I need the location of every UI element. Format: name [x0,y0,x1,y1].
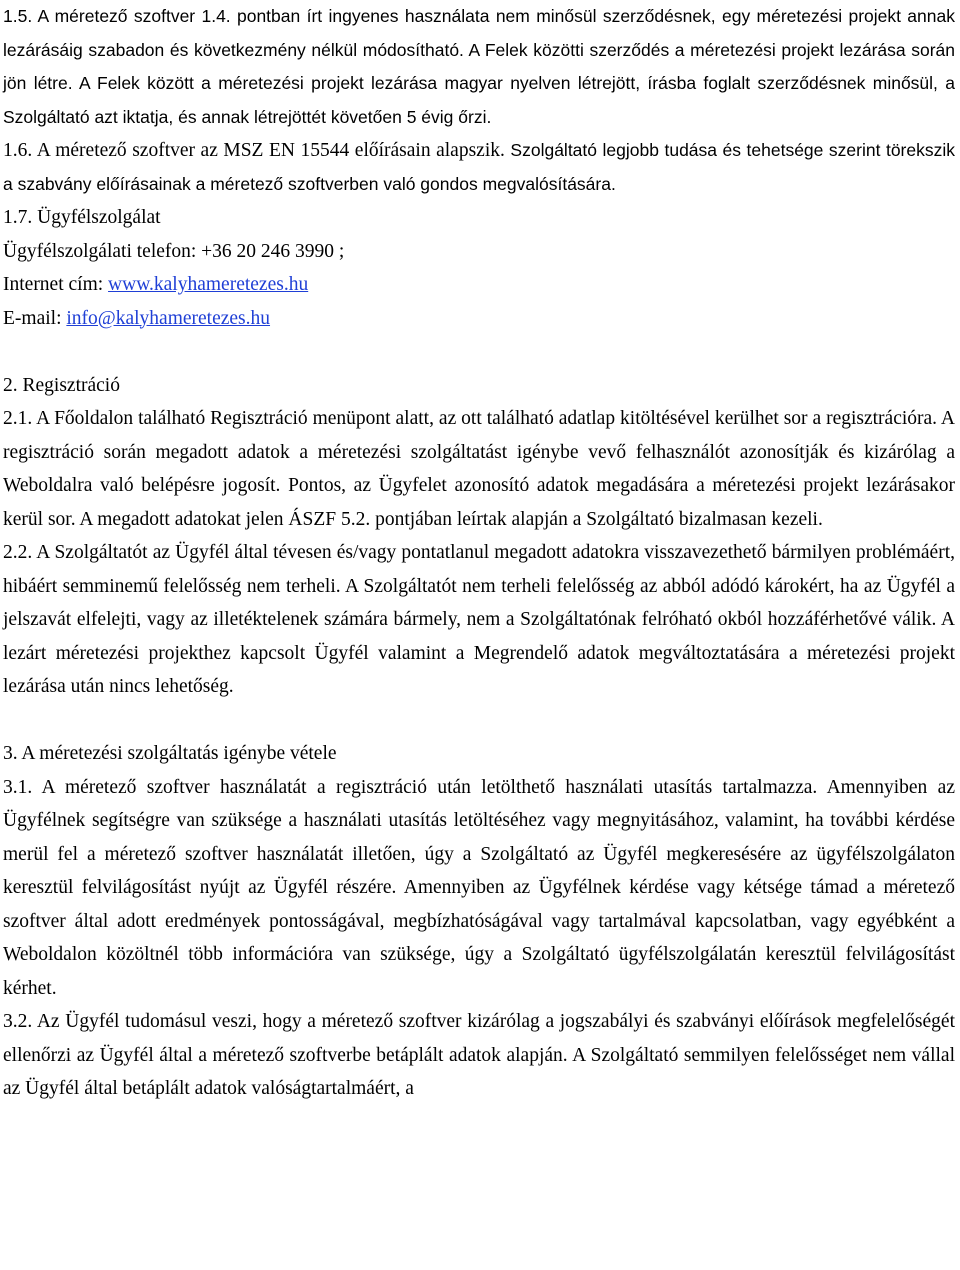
paragraph-3-2: 3.2. Az Ügyfél tudomásul veszi, hogy a méretező szoftver kizárólag a jogszabályi és szabványi előírások megfelelőségét ellenőrzi az Ügyfél által a méretező szoftverbe betáplált adatok alapján. A Szolgáltató semmilyen felelősséget nem vállal az Ügyfél által betáplált adatok valóságtartalmáért, a [3,1011,955,1099]
phone-line: Ügyfélszolgálati telefon: +36 20 246 3990 ; [3,240,345,262]
paragraph-1-5-text: 1.5. A méretező szoftver 1.4. pontban írt ingyenes használata nem minősül szerződésnek, egy méretezési projekt annak lezárásáig szabadon és következmény nélkül módosítható. A Felek közötti szerződés a méretezési projekt lezárása során jön létre. A Felek között a méretezési projekt lezárása magyar nyelven létrejött, írásba foglalt szerződésnek minősül, a Szolgáltató azt iktatja, és annak létrejöttét követően 5 évig őrzi. [3,6,955,127]
paragraph-1-5 [3,0,955,134]
section-1-7-heading: 1.7. Ügyfélszolgálat [3,207,161,228]
email-link[interactable]: info@kalyhameretezes.hu [66,307,271,329]
email-line [3,302,955,336]
paragraph-1-6-serif-text: 1.6. A méretező szoftver az MSZ EN 15544 előírásain alapszik. [3,140,505,161]
paragraph-2-1: 2.1. A Főoldalon található Regisztráció menüpont alatt, az ott található adatlap kitöltésével kerülhet sor a regisztrációra. A regisztráció során megadott adatok a méretezési szolgáltatást igénybe vevő felhasználót azonosítják és kizárólag a Weboldalra való belépésre jogosít. Pontos, az Ügyfelet azonosító adatok megadására a méretezési projekt lezárásakor kerül sor. A megadott adatokat jelen ÁSZF 5.2. pontjában leírtak alapján a Szolgáltató bizalmasan kezeli. [3,408,955,530]
paragraph-1-6 [3,134,955,201]
spacer [3,704,955,738]
section-3-heading: 3. A méretezési szolgáltatás igénybe vétele [3,743,337,764]
spacer [3,335,955,369]
paragraph-2-2: 2.2. A Szolgáltatót az Ügyfél által tévesen és/vagy pontatlanul megadott adatokra visszavezethető bármilyen problémáért, hibáért semminemű felelősség nem terheli. A Szolgáltatót nem terheli felelősség az abból adódó károkért, ha az Ügyfél a jelszavát elfelejti, vagy az illetéktelenek számára bármely, nem a Szolgáltatónak felróható okból hozzáférhetővé válik. A lezárt méretezési projekthez kapcsolt Ügyfél valamint a Megrendelő adatok megváltoztatására a méretezési projekt lezárása után nincs lehetőség. [3,542,955,697]
paragraph-3-1: 3.1. A méretező szoftver használatát a regisztráció után letölthető használati utasítás tartalmazza. Amennyiben az Ügyfélnek segítségre van szüksége a használati utasítás letöltéséhez vagy megnyitásához, valamint, ha további kérdése merül fel a méretező szoftver használatát illetően, úgy a Szolgáltató az Ügyfél megkeresésére az ügyfélszolgálaton keresztül felvilágosítást nyújt az Ügyfél részére. Amennyiben az Ügyfélnek kérdése vagy kétsége támad a méretező szoftver által adott eredmények pontosságával, megbízhatóságával vagy tartalmával kapcsolatban, vagy egyébként a Weboldalon közöltnél több információra van szüksége, úgy a Szolgáltató ügyfélszolgálatán keresztül felvilágosítást kérhet. [3,776,955,999]
web-line [3,268,955,302]
email-label: E-mail: [3,307,67,329]
paragraph-1-6-sans-text: Szolgáltató legjobb tudása és tehetsége szerint törekszik a szabvány előírásainak a méretező szoftverben való gondos megvalósítására. [3,140,956,194]
document-page [3,0,955,1106]
section-2-heading: 2. Regisztráció [3,374,120,396]
website-link[interactable]: www.kalyhameretezes.hu [108,274,309,295]
web-label: Internet cím: [3,274,109,295]
